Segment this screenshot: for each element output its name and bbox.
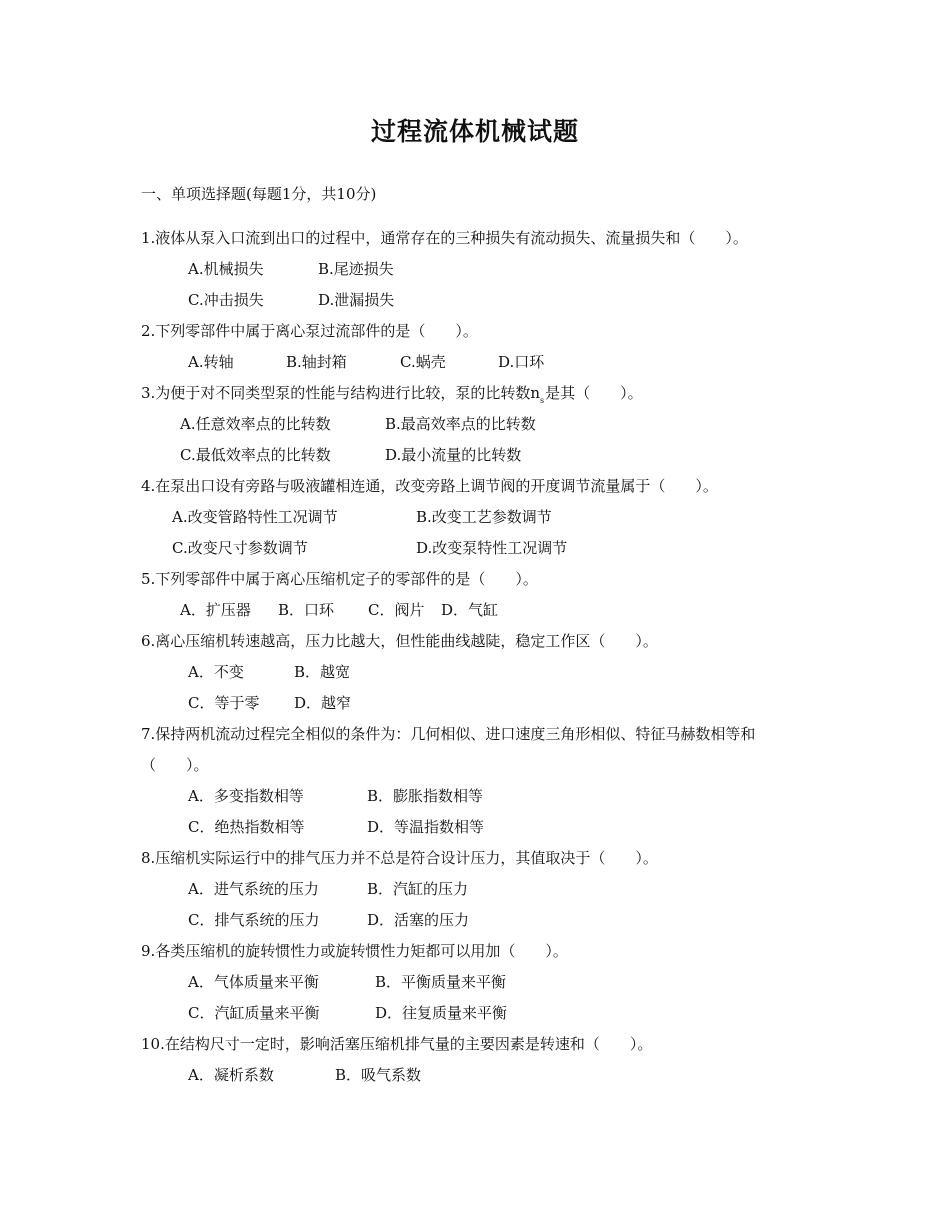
question-8-option-d: D．活塞的压力 bbox=[367, 911, 470, 929]
question-6-option-b: B．越宽 bbox=[294, 663, 351, 681]
question-5-option-b: B．口环 bbox=[278, 601, 335, 619]
question-7-option-c: C．绝热指数相等 bbox=[188, 818, 305, 836]
question-3-stem-subscript: s bbox=[539, 396, 545, 405]
question-1-option-d: D.泄漏损失 bbox=[318, 291, 395, 309]
section-heading: 一、单项选择题(每题1分，共10分) bbox=[141, 185, 377, 203]
question-8-option-a: A．进气系统的压力 bbox=[188, 880, 319, 898]
question-2-stem: 2.下列零部件中属于离心泵过流部件的是（ ）。 bbox=[141, 322, 478, 340]
page-title: 过程流体机械试题 bbox=[370, 117, 579, 146]
question-3-option-c: C.最低效率点的比转数 bbox=[180, 446, 331, 464]
question-10-stem: 10.在结构尺寸一定时，影响活塞压缩机排气量的主要因素是转速和（ ）。 bbox=[141, 1035, 653, 1053]
question-9-option-b: B．平衡质量来平衡 bbox=[375, 973, 507, 991]
question-9-option-d: D．往复质量来平衡 bbox=[375, 1004, 508, 1022]
question-8-stem: 8.压缩机实际运行中的排气压力并不总是符合设计压力，其值取决于（ ）。 bbox=[141, 849, 658, 867]
question-9-stem: 9.各类压缩机的旋转惯性力或旋转惯性力矩都可以用加（ ）。 bbox=[141, 942, 568, 960]
question-3-stem bbox=[141, 383, 643, 411]
question-9-option-c: C．汽缸质量来平衡 bbox=[188, 1004, 320, 1022]
question-6-option-c: C．等于零 bbox=[188, 694, 260, 712]
question-3-option-a: A.任意效率点的比转数 bbox=[180, 415, 331, 433]
question-4-option-d: D.改变泵特性工况调节 bbox=[416, 539, 568, 557]
question-6-stem: 6.离心压缩机转速越高，压力比越大，但性能曲线越陡，稳定工作区（ ）。 bbox=[141, 632, 658, 650]
question-5-option-a: A．扩压器 bbox=[180, 601, 251, 619]
question-3-option-d: D.最小流量的比转数 bbox=[385, 446, 522, 464]
question-1-option-a: A.机械损失 bbox=[188, 260, 264, 278]
question-2-option-d: D.口环 bbox=[498, 353, 545, 371]
question-5-option-d: D．气缸 bbox=[441, 601, 499, 619]
question-2-option-b: B.轴封箱 bbox=[286, 353, 347, 371]
question-7-option-b: B．膨胀指数相等 bbox=[367, 787, 484, 805]
question-1-option-b: B.尾迹损失 bbox=[318, 260, 394, 278]
question-8-option-b: B．汽缸的压力 bbox=[367, 880, 469, 898]
question-3-stem-text: 3.为便于对不同类型泵的性能与结构进行比较，泵的比转数n bbox=[141, 384, 540, 402]
question-1-stem: 1.液体从泵入口流到出口的过程中，通常存在的三种损失有流动损失、流量损失和（ ）。 bbox=[141, 229, 748, 247]
question-7-option-a: A．多变指数相等 bbox=[188, 787, 304, 805]
question-6-option-a: A．不变 bbox=[188, 663, 244, 681]
question-10-option-b: B．吸气系数 bbox=[335, 1066, 422, 1084]
question-7-option-d: D．等温指数相等 bbox=[367, 818, 485, 836]
question-4-option-b: B.改变工艺参数调节 bbox=[416, 508, 552, 526]
question-5-option-c: C．阀片 bbox=[368, 601, 425, 619]
question-7-stem: 7.保持两机流动过程完全相似的条件为：几何相似、进口速度三角形相似、特征马赫数相等和 bbox=[141, 725, 756, 743]
question-4-option-c: C.改变尺寸参数调节 bbox=[172, 539, 308, 557]
question-5-stem: 5.下列零部件中属于离心压缩机定子的零部件的是（ ）。 bbox=[141, 570, 538, 588]
question-3-option-b: B.最高效率点的比转数 bbox=[385, 415, 536, 433]
question-9-option-a: A．气体质量来平衡 bbox=[188, 973, 319, 991]
question-3-stem-end: 是其（ ）。 bbox=[545, 384, 643, 402]
question-4-stem: 4.在泵出口设有旁路与吸液罐相连通，改变旁路上调节阀的开度调节流量属于（ ）。 bbox=[141, 477, 718, 495]
question-7-stem-continuation: （ ）。 bbox=[141, 756, 209, 774]
question-2-option-c: C.蜗壳 bbox=[400, 353, 446, 371]
question-2-option-a: A.转轴 bbox=[188, 353, 234, 371]
question-1-option-c: C.冲击损失 bbox=[188, 291, 264, 309]
question-6-option-d: D．越窄 bbox=[294, 694, 352, 712]
question-4-option-a: A.改变管路特性工况调节 bbox=[172, 508, 338, 526]
question-10-option-a: A．凝析系数 bbox=[188, 1066, 274, 1084]
question-8-option-c: C．排气系统的压力 bbox=[188, 911, 320, 929]
